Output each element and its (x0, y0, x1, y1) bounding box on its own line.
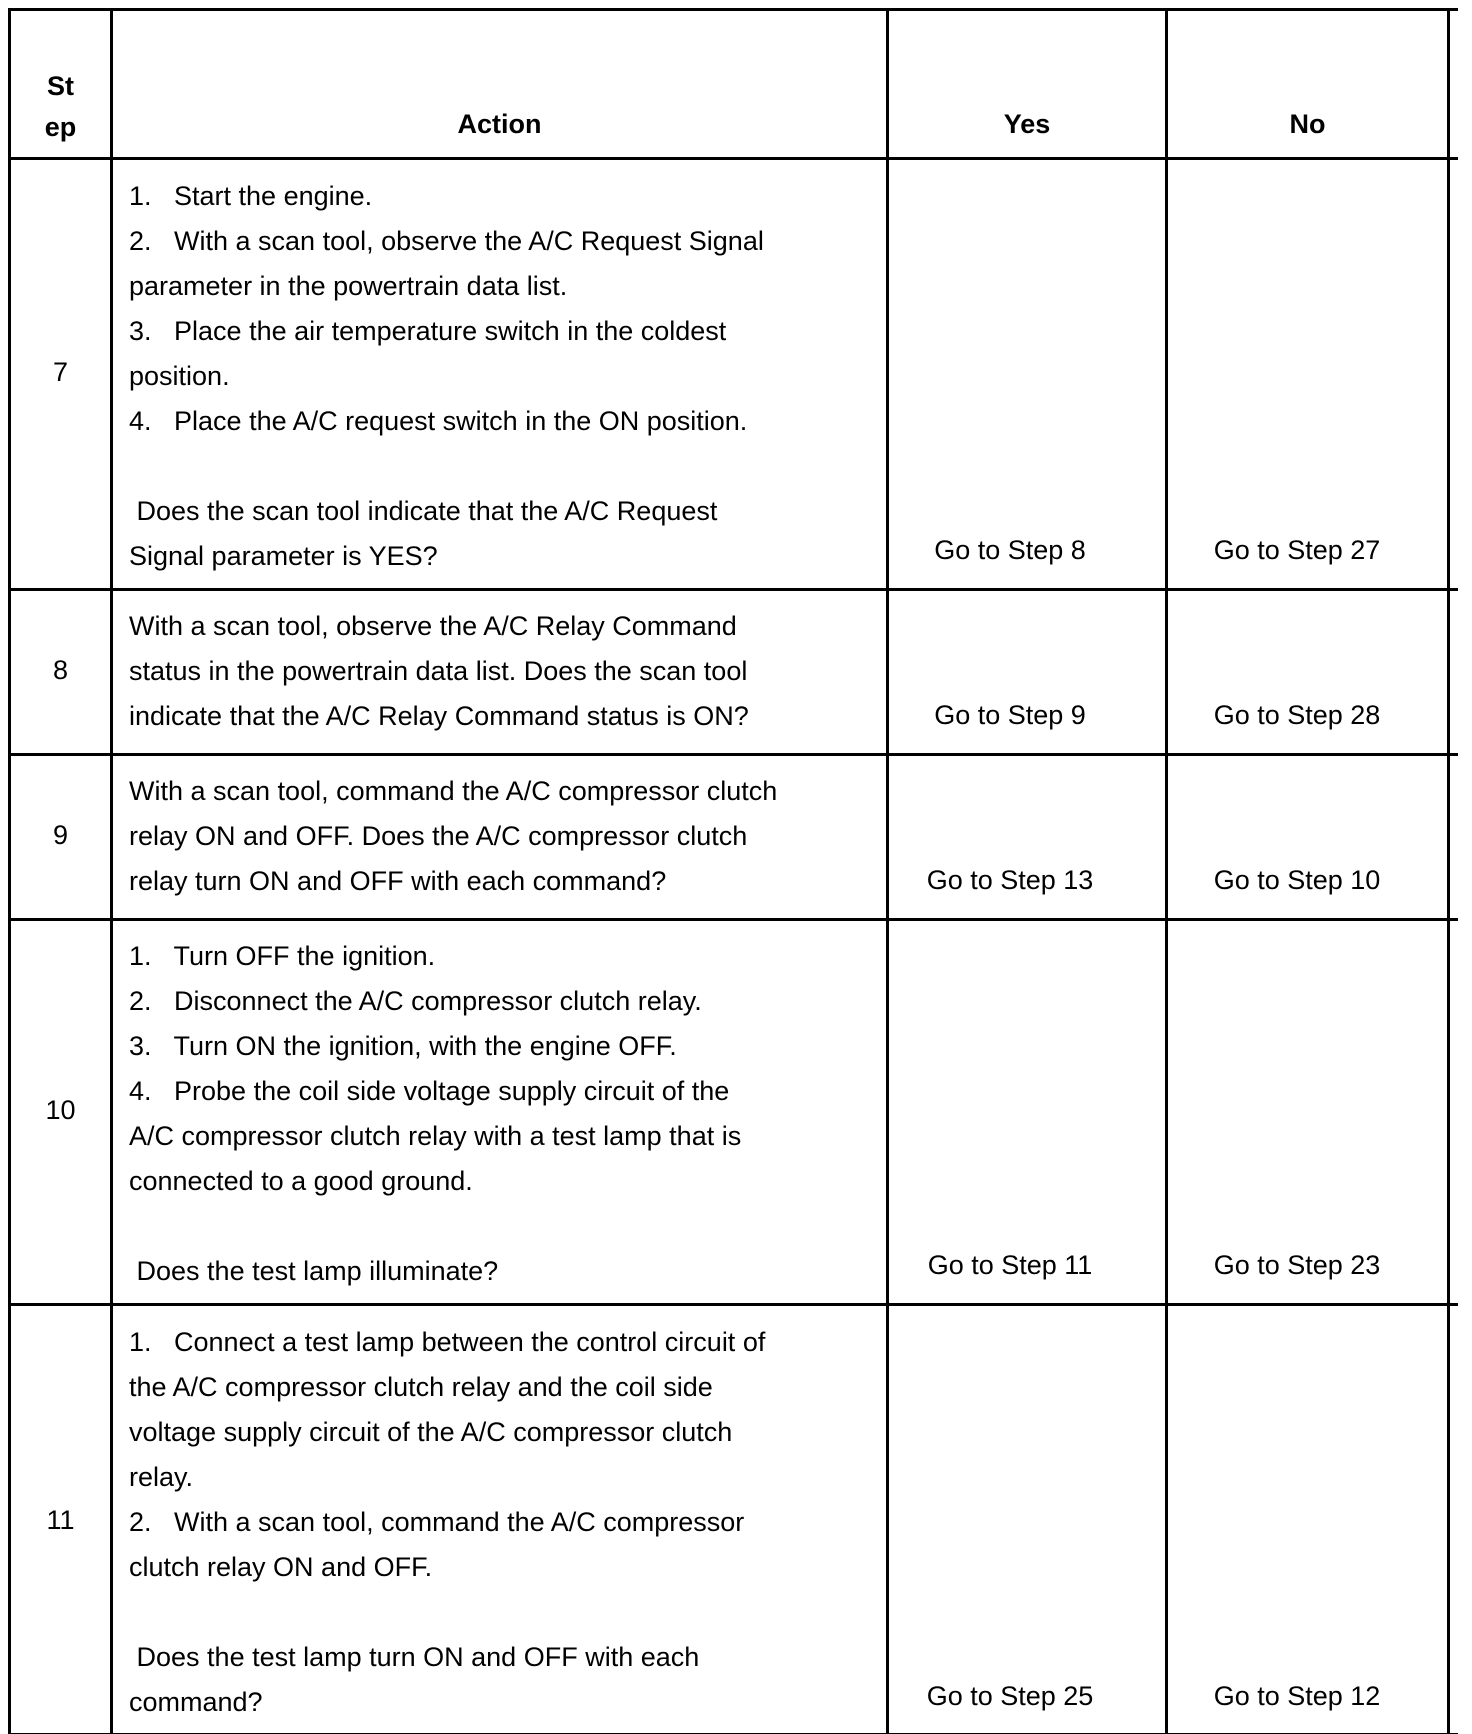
table-rule-row10 (8, 1303, 1458, 1306)
table-rule-top (8, 8, 1458, 11)
yes-result: Go to Step 11 (927, 1250, 1093, 1280)
no-result: Go to Step 12 (1213, 1681, 1381, 1711)
action-text: With a scan tool, observe the A/C Relay Command status in the powertrain data list. Does the scan tool indicate that the A/C Relay Command status is ON? (129, 611, 749, 731)
table-rule-step (110, 8, 113, 1734)
action-text: 1. Start the engine. 2. With a scan tool, observe the A/C Request Signal parameter in the powertrain data list. 3. Place the air temperature switch in the coldest position. 4. Place the A/C request switch in the ON position. Does the scan tool indicate that the A/C Request Signal parameter is YES? (129, 181, 764, 571)
table-rule-header (8, 157, 1458, 160)
table-rule-row8 (8, 753, 1458, 756)
table-rule-right (1447, 8, 1450, 1734)
header-action: Action (457, 109, 542, 139)
yes-result: Go to Step 25 (926, 1681, 1094, 1711)
step-number: 11 (46, 1505, 75, 1535)
step-number: 10 (45, 1095, 76, 1125)
step-number: 7 (52, 357, 69, 387)
header-step: St ep (44, 71, 77, 142)
no-result: Go to Step 27 (1213, 535, 1381, 565)
table-rule-row7 (8, 588, 1458, 591)
no-result: Go to Step 23 (1213, 1250, 1381, 1280)
header-yes: Yes (1003, 109, 1051, 139)
yes-result: Go to Step 9 (934, 700, 1086, 730)
yes-result: Go to Step 13 (926, 865, 1094, 895)
action-text: 1. Turn OFF the ignition. 2. Disconnect the A/C compressor clutch relay. 3. Turn ON the ignition, with the engine OFF. 4. Probe the coil side voltage supply circuit of the A/C compressor clutch relay with a test lamp that is connected to a good ground. Does the test lamp illuminate? (129, 941, 742, 1286)
yes-result: Go to Step 8 (934, 535, 1086, 565)
no-result: Go to Step 28 (1213, 700, 1381, 730)
action-text: With a scan tool, command the A/C compressor clutch relay ON and OFF. Does the A/C compressor clutch relay turn ON and OFF with each command? (129, 776, 778, 896)
table-rule-row9 (8, 918, 1458, 921)
header-no: No (1289, 109, 1326, 139)
step-number: 8 (52, 655, 69, 685)
no-result: Go to Step 10 (1213, 865, 1381, 895)
action-text: 1. Connect a test lamp between the control circuit of the A/C compressor clutch relay and the coil side voltage supply circuit of the A/C compressor clutch relay. 2. With a scan tool, command the A/C compressor clutch relay ON and OFF. Does the test lamp turn ON and OFF with each command? (129, 1327, 766, 1717)
step-number: 9 (52, 820, 69, 850)
table-rule-left (8, 8, 11, 1734)
